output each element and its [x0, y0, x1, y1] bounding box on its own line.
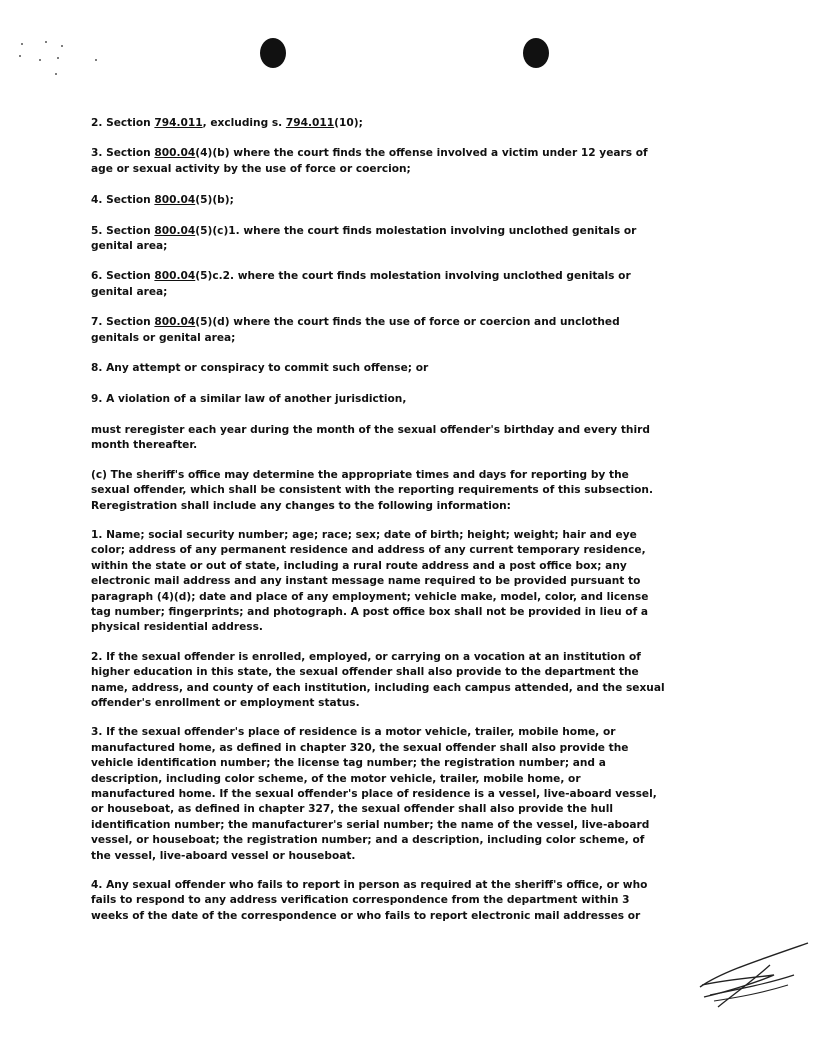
reregister-clause: must reregister each year during the month of the sexual offender's birthday and every third month thereafter. [91, 423, 650, 452]
requirement-3: 3. If the sexual offender's place of residence is a motor vehicle, trailer, mobile home, or manufactured home, as defined in chapter 320, the sexual offender shall also provide the vehicle identification number; the license tag number; the registration number; and a description, including color scheme, of the motor vehicle, trailer, mobile home, or manufactured home. If the sexual offender's place of residence is a vessel, live-aboard vessel, or houseboat, as defined in chapter 327, the sexual offender shall also provide the hull identification number; the manufacturer's serial number; the name of the vessel, live-aboard vessel, or houseboat; the registration number; and a description, including color scheme, of the vessel, live-aboard vessel or houseboat. [91, 726, 657, 862]
handwritten-initials [690, 935, 810, 1010]
statute-link-794-011[interactable]: 794.011 [154, 117, 203, 129]
item-8: 8. Any attempt or conspiracy to commit such offense; or [91, 362, 429, 375]
item-3 [91, 146, 666, 177]
subsection-c: (c) The sheriff's office may determine the appropriate times and days for reporting by the sexual offender, which shall be consistent with the reporting requirements of this subsection. Reregistration shall include any changes to the following information: [91, 468, 653, 512]
item-3-text: 3. Section [91, 147, 155, 160]
item-5-text-end: (5)(c)1. where the court finds molestation involving unclothed genitals or genital area; [91, 224, 637, 253]
item-3-text-end: (4)(b) where the court finds the offense involved a victim under 12 years of age or sexual activity by the use of force or coercion; [91, 147, 648, 175]
statute-link-800-04[interactable]: 800.04 [154, 270, 196, 283]
item-6 [91, 269, 666, 300]
item-2-text-mid: , excluding s. [202, 117, 286, 129]
item-5 [91, 224, 666, 255]
item-2-text-end: (10); [334, 117, 363, 129]
item-9: 9. A violation of a similar law of another jurisdiction, [91, 393, 407, 406]
item-2-text: 2. Section [91, 117, 155, 129]
punch-hole-right [523, 38, 549, 68]
statute-text [91, 116, 666, 924]
item-7-text-end: (5)(d) where the court finds the use of force or coercion and unclothed genitals or genital area; [91, 316, 620, 344]
item-4-text: 4. Section [91, 194, 155, 207]
statute-link-800-04[interactable]: 800.04 [154, 224, 196, 237]
statute-link-800-04[interactable]: 800.04 [154, 316, 196, 329]
item-2 [91, 116, 666, 131]
statute-link-794-011-b[interactable]: 794.011 [285, 117, 335, 129]
requirement-1: 1. Name; social security number; age; race; sex; date of birth; height; weight; hair and eye color; address of any permanent residence and address of any current temporary residence, within the state or out of state, including a rural route address and a post office box; any electronic mail address and any instant message name required to be provided pursuant to paragraph (4)(d); date and place of any employment; vehicle make, model, color, and license tag number; fingerprints; and photograph. A post office box shall not be provided in lieu of a physical residential address. [91, 528, 649, 634]
requirement-4: 4. Any sexual offender who fails to report in person as required at the sheriff's office, or who fails to respond to any address verification correspondence from the department within 3 weeks of the date of the correspondence or who fails to report electronic mail addresses or [91, 879, 648, 922]
item-6-text: 6. Section [91, 270, 155, 283]
scan-specks [18, 40, 108, 80]
statute-link-800-04[interactable]: 800.04 [154, 147, 196, 160]
item-5-text: 5. Section [91, 224, 155, 237]
item-4 [91, 193, 666, 208]
item-7-text: 7. Section [91, 316, 155, 329]
requirement-2: 2. If the sexual offender is enrolled, employed, or carrying on a vocation at an institution of higher education in this state, the sexual offender shall also provide to the department the name, address, and county of each institution, including each campus attended, and the sexual offender's enrollment or employment status. [91, 650, 665, 709]
item-4-text-end: (5)(b); [195, 194, 234, 207]
item-7 [91, 315, 666, 346]
statute-link-800-04[interactable]: 800.04 [154, 194, 196, 207]
punch-hole-left [260, 38, 286, 68]
item-6-text-end: (5)c.2. where the court finds molestation involving unclothed genitals or genital area; [91, 270, 631, 298]
